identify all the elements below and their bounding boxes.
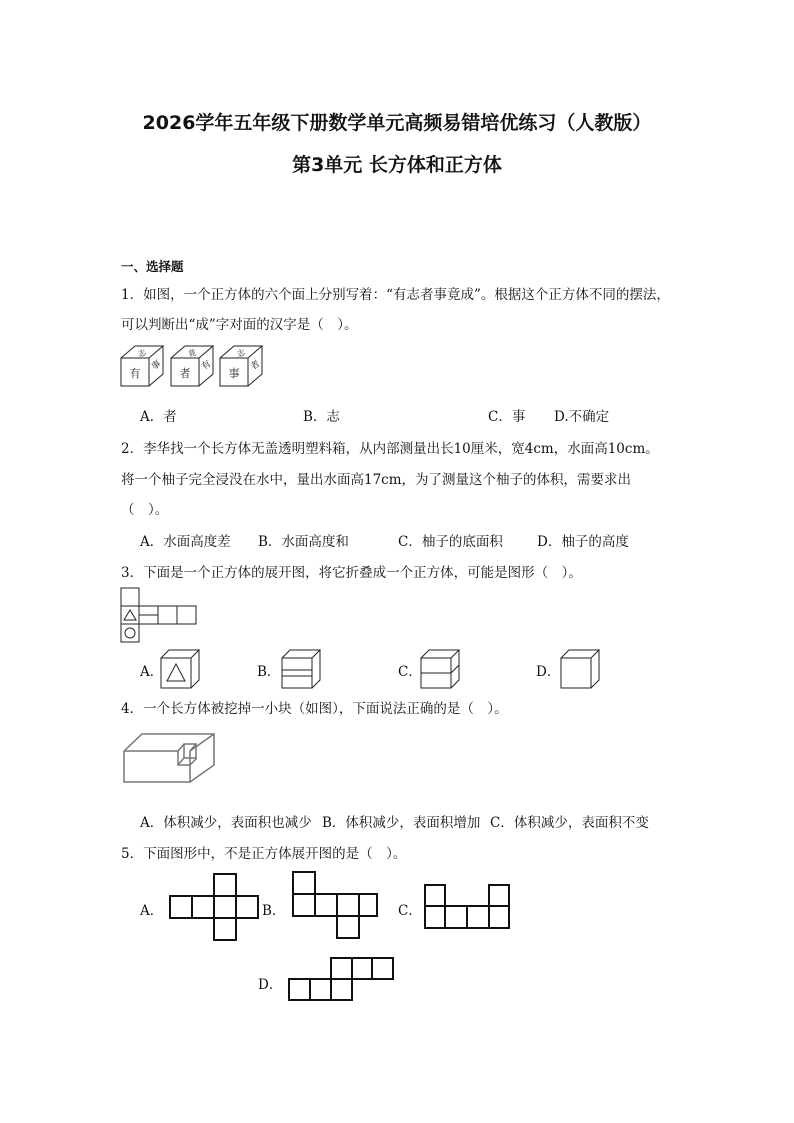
q5-text: 5．下面图形中，不是正方体展开图的是（ ）。 <box>121 846 407 862</box>
q3-option-a[interactable]: A． <box>140 664 164 680</box>
q3-cube-c <box>420 649 466 689</box>
q5-option-d[interactable]: D． <box>258 977 283 993</box>
q4-option-c[interactable]: C．体积减少，表面积不变 <box>490 815 649 831</box>
q5-net-d <box>287 956 397 1004</box>
q3-text: 3．下面是一个正方体的展开图，将它折叠成一个正方体，可能是图形（ ）。 <box>121 565 582 581</box>
q1-text-line1: 1．如图，一个正方体的六个面上分别写着：“有志者事竟成”。根据这个正方体不同的摆法， <box>121 287 670 303</box>
cube1-top-char: 志 <box>136 347 148 360</box>
q1-option-a[interactable]: A．者 <box>140 409 177 425</box>
cube3-side-char: 者 <box>249 359 263 373</box>
cube1-side-char: 事 <box>150 359 164 373</box>
q5-net-a <box>168 873 264 945</box>
q2-option-d[interactable]: D．柚子的高度 <box>537 534 629 550</box>
q4-text: 4．一个长方体被挖掉一小块（如图），下面说法正确的是（ ）。 <box>121 701 508 717</box>
section-heading: 一、选择题 <box>121 259 184 274</box>
page-subtitle: 第3单元 长方体和正方体 <box>292 154 502 176</box>
cube1-front-char: 有 <box>129 367 141 380</box>
q1-option-c[interactable]: C．事 <box>488 409 526 425</box>
q1-option-d[interactable]: D.不确定 <box>554 409 610 425</box>
cube3-front-char: 事 <box>228 367 240 380</box>
cube2-front-char: 者 <box>179 367 191 380</box>
q1-option-b[interactable]: B．志 <box>303 409 340 425</box>
cube2-top-char: 竟 <box>186 347 198 360</box>
q2-option-b[interactable]: B．水面高度和 <box>258 534 349 550</box>
q5-option-b[interactable]: B． <box>262 903 286 919</box>
q5-option-a[interactable]: A． <box>140 903 164 919</box>
q5-option-c[interactable]: C． <box>398 903 422 919</box>
q4-option-a[interactable]: A．体积减少，表面积也减少 <box>140 815 312 831</box>
q4-cuboid-figure <box>122 731 216 785</box>
q2-option-c[interactable]: C．柚子的底面积 <box>398 534 503 550</box>
q4-option-b[interactable]: B．体积减少，表面积增加 <box>322 815 481 831</box>
q3-cube-d <box>560 649 606 689</box>
q2-text-line1: 2．李华找一个长方体无盖透明塑料箱，从内部测量出长10厘米，宽4cm，水面高10cm。 <box>121 441 659 457</box>
q1-text-line2: 可以判断出“成”字对面的汉字是（ ）。 <box>121 317 358 333</box>
q2-text-line2: 将一个柚子完全浸没在水中，量出水面高17cm，为了测量这个柚子的体积，需要求出 <box>121 472 632 488</box>
page-title: 2026学年五年级下册数学单元高频易错培优练习（人教版） <box>142 112 652 134</box>
q2-text-line3: （ ）。 <box>121 502 169 518</box>
q5-net-c <box>423 881 515 933</box>
q3-cube-a <box>160 649 206 689</box>
q5-net-b <box>291 871 381 943</box>
q3-cube-b <box>281 649 327 689</box>
q3-option-c[interactable]: C． <box>398 664 422 680</box>
q3-option-b[interactable]: B． <box>257 664 281 680</box>
q3-net-figure <box>120 587 200 647</box>
cube2-side-char: 有 <box>200 359 214 373</box>
q2-option-a[interactable]: A．水面高度差 <box>140 534 231 550</box>
q1-cube-figure <box>120 344 270 388</box>
cube3-top-char: 志 <box>235 347 247 360</box>
q3-option-d[interactable]: D． <box>536 664 561 680</box>
